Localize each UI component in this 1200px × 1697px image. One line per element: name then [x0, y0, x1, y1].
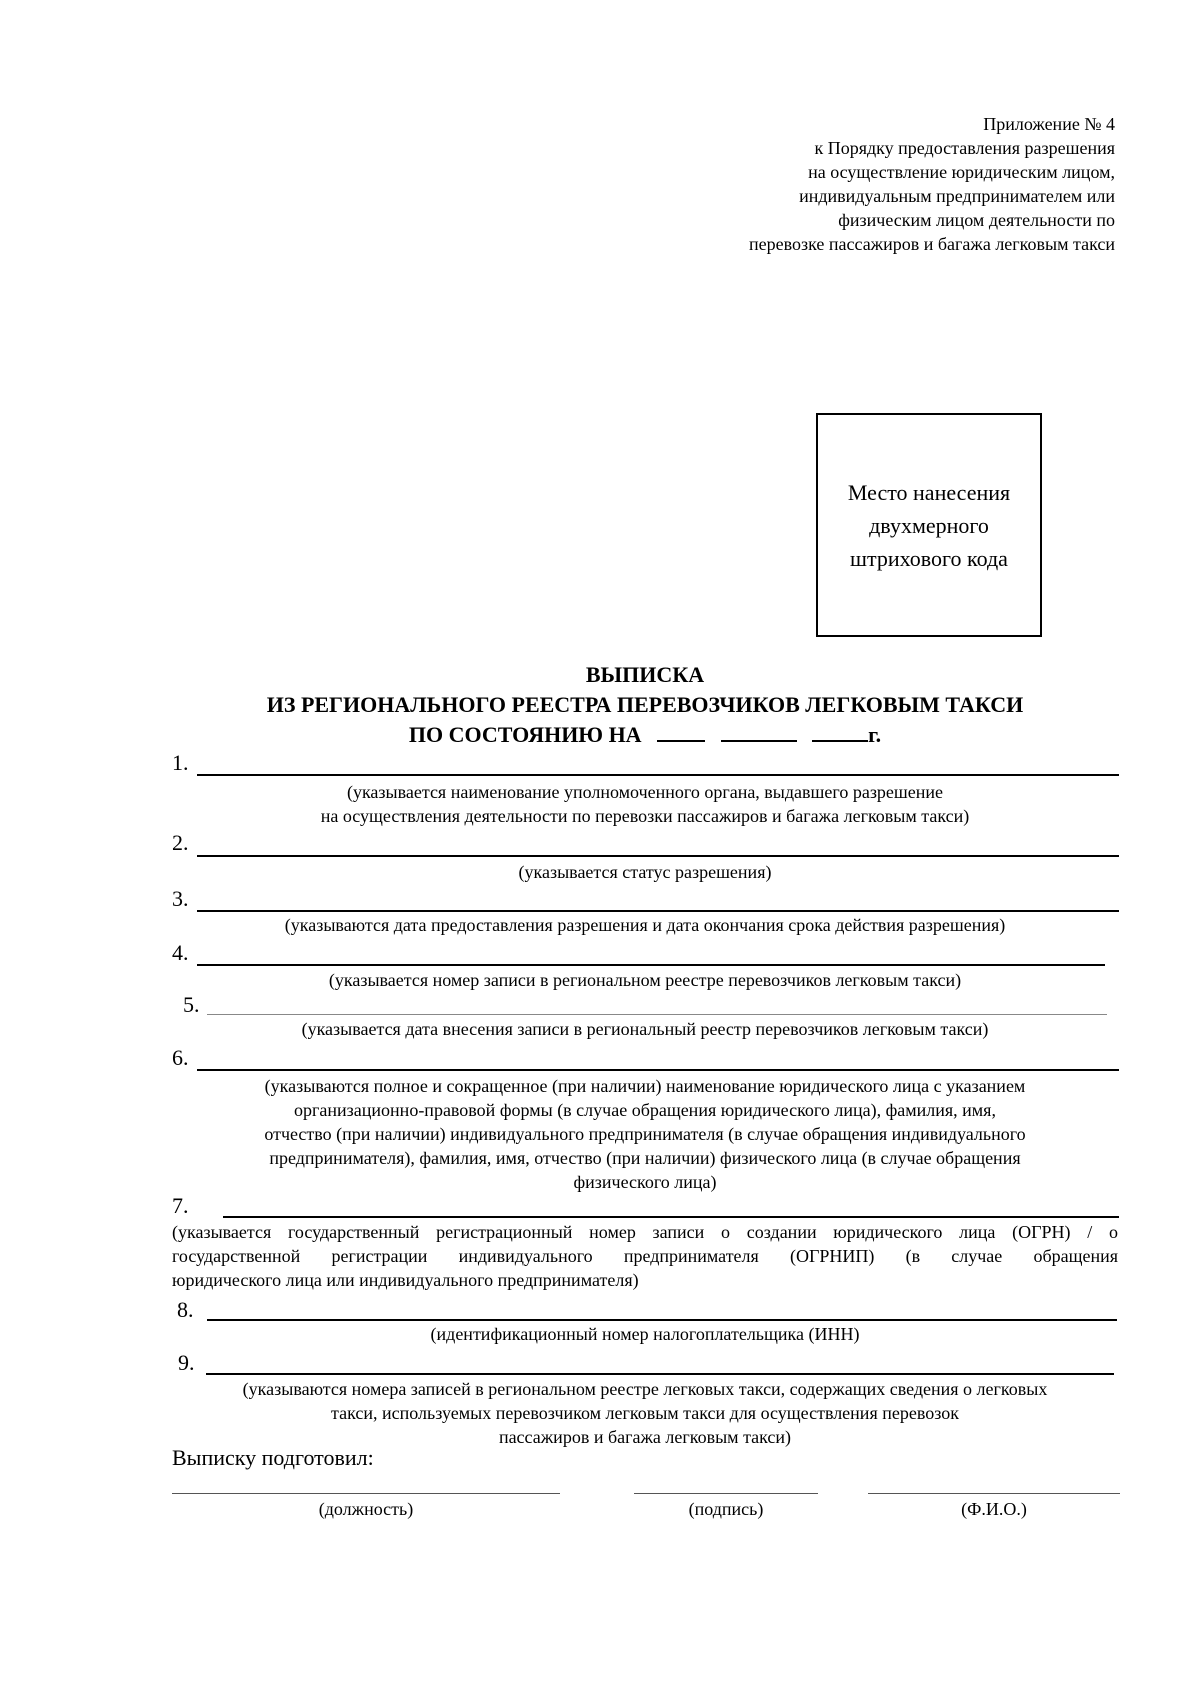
field-3-hint: (указываются дата предоставления разрешения и дата окончания срока действия разрешения)	[284, 915, 1006, 935]
field-4-line[interactable]	[197, 964, 1105, 966]
position-label: (должность)	[318, 1499, 414, 1519]
year-suffix: г.	[868, 722, 882, 747]
field-5-hint: (указывается дата внесения записи в региональный реестр перевозчиков легковым такси)	[301, 1019, 989, 1039]
appendix-line: индивидуальным предпринимателем или	[799, 186, 1115, 206]
appendix-line: физическим лицом деятельности по	[838, 210, 1115, 230]
appendix-line: перевозке пассажиров и багажа легковым такси	[748, 234, 1115, 254]
field-9-line[interactable]	[206, 1373, 1114, 1375]
appendix-line: Приложение № 4	[983, 114, 1115, 134]
field-6-hint: (указываются полное и сокращенное (при наличии) наименование юридического лица с указанием организационно-правовой формы (в случае обращения юридического лица), фамилия, имя, отчество (при наличии) индивидуального предпринимателя (в случае обращения индивидуального предпринимателя), фамилия, имя, отчество (при наличии) физического лица (в случае обращения физического лица)	[264, 1076, 1026, 1192]
field-3-line[interactable]	[197, 910, 1119, 912]
field-1-number: 1.	[172, 750, 189, 775]
position-signature-line[interactable]	[172, 1493, 560, 1494]
prepared-by-label: Выписку подготовил:	[172, 1445, 374, 1470]
document-subtitle: ИЗ РЕГИОНАЛЬНОГО РЕЕСТРА ПЕРЕВОЗЧИКОВ ЛЕГКОВЫМ ТАКСИ	[266, 692, 1024, 717]
full-name-label: (Ф.И.О.)	[961, 1499, 1027, 1519]
full-name-signature-line[interactable]	[868, 1493, 1120, 1494]
signature-label: (подпись)	[688, 1499, 764, 1519]
field-7-hint: (указывается государственный регистрационный номер записи о создании юридического лица (ОГРН) / о государственной регистрации индивидуального предпринимателя (ОГРНИП) (в случае обращения юридического лица или индивидуального предпринимателя)	[172, 1222, 1118, 1290]
appendix-line: к Порядку предоставления разрешения	[814, 138, 1115, 158]
date-month-blank[interactable]	[721, 720, 797, 742]
as-of-date-label: ПО СОСТОЯНИЮ НА	[408, 722, 642, 747]
field-1-hint: (указывается наименование уполномоченного органа, выдавшего разрешение на осуществления деятельности по перевозки пассажиров и багажа легковым такси)	[320, 782, 970, 826]
field-2-number: 2.	[172, 830, 189, 855]
field-4-number: 4.	[172, 940, 189, 965]
field-6-number: 6.	[172, 1045, 189, 1070]
appendix-line: на осуществление юридическим лицом,	[808, 162, 1115, 182]
as-of-date-line	[170, 720, 1120, 750]
date-year-blank[interactable]	[812, 720, 868, 742]
appendix-header	[515, 112, 1115, 256]
field-8-line[interactable]	[207, 1319, 1117, 1321]
field-9-number: 9.	[178, 1350, 195, 1375]
field-6-line[interactable]	[197, 1069, 1119, 1071]
field-7-number: 7.	[172, 1193, 189, 1218]
field-4-hint: (указывается номер записи в региональном реестре перевозчиков легковым такси)	[328, 970, 962, 990]
field-8-number: 8.	[177, 1297, 194, 1322]
barcode-placeholder-box	[816, 413, 1042, 637]
field-2-line[interactable]	[197, 855, 1119, 857]
field-1-line[interactable]	[197, 774, 1119, 776]
barcode-placeholder-text: Место нанесения двухмерного штрихового кода	[847, 479, 1011, 571]
field-8-hint: (идентификационный номер налогоплательщика (ИНН)	[430, 1324, 860, 1344]
document-title: ВЫПИСКА	[585, 662, 705, 687]
field-2-hint: (указывается статус разрешения)	[518, 862, 772, 882]
signature-line[interactable]	[634, 1493, 818, 1494]
field-5-number: 5.	[183, 992, 200, 1017]
field-7-line[interactable]	[223, 1216, 1119, 1218]
field-3-number: 3.	[172, 886, 189, 911]
field-5-line[interactable]	[207, 1014, 1107, 1015]
date-day-blank[interactable]	[657, 720, 705, 742]
field-9-hint: (указываются номера записей в региональном реестре легковых такси, содержащих сведения о легковых такси, используемых перевозчиком легковым такси для осуществления перевозок пассажиров и багажа легковым такси)	[242, 1379, 1048, 1447]
